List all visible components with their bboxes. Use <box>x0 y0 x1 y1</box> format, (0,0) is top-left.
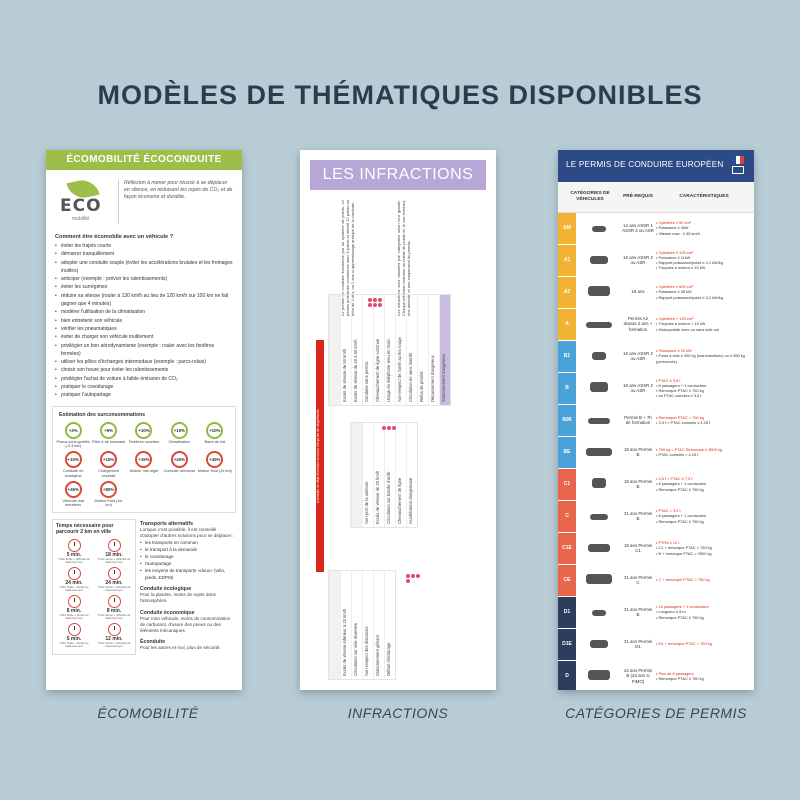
col-caracteristiques: CARACTÉRISTIQUES <box>654 182 754 212</box>
prerequisite: 18 ans Permis B <box>622 436 654 468</box>
overconsumption-badge <box>198 451 232 478</box>
vehicle-icon <box>576 532 622 564</box>
badge-value: +40% <box>171 451 188 468</box>
category-badge: C <box>558 500 576 532</box>
characteristics <box>654 564 754 596</box>
prerequisite: 18 ans ASSR 2 ou ASR <box>622 372 654 404</box>
prerequisite: Permis B + 7h de formation <box>622 404 654 436</box>
characteristic: • Remorque PTAC ≤ 750 kg <box>656 486 704 492</box>
warning-bar: Conduite en état d'ivresse ou sous l'emprise de stupéfiants <box>316 340 324 572</box>
tip-item: • bien entretenir son véhicule <box>55 317 233 325</box>
tip-item: • éviter de charger son véhicule inutilement <box>55 333 233 341</box>
clock-icon <box>108 595 121 608</box>
prerequisite: 16 ans ASSR 2 ou ASR <box>622 340 654 372</box>
time-value: 18 min. <box>105 551 123 558</box>
time-item <box>56 623 92 648</box>
prerequisite: 21 ans Permis B <box>622 500 654 532</box>
characteristic: • Remorque PTAC > 750 kg <box>656 414 704 420</box>
permis-row <box>558 308 754 340</box>
points-marker <box>382 426 396 430</box>
col-prerequis: PRÉ-REQUIS <box>622 182 654 212</box>
characteristic: • 8 passagers + 1 conducteur <box>656 382 707 388</box>
characteristics <box>654 468 754 500</box>
characteristic: • 8 passagers + 1 conducteur <box>656 513 707 519</box>
infraction-row: Chevauchement de ligne continue <box>373 295 384 405</box>
time-note: Trafic dense + difficulté de stationnement <box>97 556 131 564</box>
col-categories: CATÉGORIES DE VÉHICULES <box>558 182 622 212</box>
characteristic: • Remorque PTAC ≤ 750 kg <box>656 614 704 620</box>
tip-item: • privilégier un bon aérodynamisme (exemple : rouler avec les fenêtres fermées) <box>55 342 233 359</box>
characteristic: • Vitesse max : ≤ 45 km/h <box>656 230 700 236</box>
overconsumption-badge <box>56 451 90 478</box>
infraction-row: Non-respect des distances <box>362 571 373 679</box>
characteristic: • 16 passagers + 1 conducteur <box>656 604 709 610</box>
prerequisite: 18 ans Permis B <box>622 468 654 500</box>
tip-item: • utiliser les pôles d'échanges intermodaux (exemple : parcs-relais) <box>55 358 233 366</box>
intro-text: Réflexion à mener pour réussir à se déplacer en silence, en réduisant les rejets de CO₂ et de façon économe et durable. <box>118 180 234 224</box>
category-badge: C1 <box>558 468 576 500</box>
eco-logo <box>54 180 112 224</box>
category-badge: B <box>558 372 576 404</box>
badge-value: +10% <box>65 451 82 468</box>
header-title: LE PERMIS DE CONDUIRE EUROPÉEN <box>566 160 724 169</box>
category-badge: A1 <box>558 244 576 276</box>
points-marker <box>406 574 420 583</box>
infraction-row: Usage du téléphone tenu en main <box>384 295 395 405</box>
characteristics <box>654 308 754 340</box>
tip-item: • choisir son heure pour éviter les ralentissements <box>55 366 233 374</box>
vehicle-icon <box>576 564 622 596</box>
eco-driving-text: Pour la planète, moins de rejets dans l'atmosphère. <box>140 592 216 604</box>
infraction-row: Non-port de la ceinture <box>362 423 373 527</box>
table-header-col <box>329 571 340 679</box>
infraction-row: Excès de vitesse de 50 km/h <box>340 295 351 405</box>
table-header-col <box>329 295 340 405</box>
card-header: ÉCOMOBILITÉ ÉCOCONDUITE <box>46 150 242 170</box>
category-badge: D1E <box>558 628 576 660</box>
characteristics <box>654 436 754 468</box>
time-note: Trafic fluide + facilité de stationnement <box>59 613 89 621</box>
page-title: MODÈLES DE THÉMATIQUES DISPONIBLES <box>97 80 703 110</box>
time-title: Temps nécessaire pour parcourir 2 km en ville <box>56 522 114 536</box>
badge-value: +15% <box>135 451 152 468</box>
tip-item: • éviter les trajets courts <box>55 242 233 250</box>
prerequisite: 16 ans ASSR 2 ou ASR <box>622 244 654 276</box>
infraction-row: Non-respect de l'arrêt au feu rouge <box>395 295 406 405</box>
characteristic: • Puissance ≤ 15 kW <box>656 348 692 354</box>
vehicle-icon <box>576 308 622 340</box>
clock-icon <box>68 595 81 608</box>
characteristic: • Remorque PTAC ≤ 750 kg <box>656 388 704 393</box>
characteristic: • Poids à vide ≤ 400 kg (marchandises) ou ≤ 550 kg (personnes) <box>656 353 745 364</box>
overconsumption-badge <box>91 422 125 449</box>
caption-infractions: INFRACTIONS <box>347 705 449 721</box>
infraction-row: Stationnement dangereux <box>439 295 450 405</box>
badge-label: Chargement excessif <box>98 469 120 478</box>
permis-row <box>558 628 754 660</box>
alt-item: • le transport à la demande <box>140 546 236 553</box>
time-value: 12 min. <box>105 636 123 643</box>
characteristic: • Remorque PTAC ≤ 750 kg <box>656 676 704 681</box>
characteristic: • Rapport puissance/poids ≤ 0,2 kW/kg <box>656 294 723 300</box>
characteristics <box>654 500 754 532</box>
characteristic: • Cylindrée ≥ 600 cm³ <box>656 284 694 290</box>
tip-item: • éviter les surrégimes <box>55 283 233 291</box>
characteristics <box>654 532 754 564</box>
category-badge: C1E <box>558 532 576 564</box>
badge-label: Conduite nerveuse <box>163 469 196 474</box>
time-value: 5 min. <box>66 636 82 643</box>
permis-row <box>558 372 754 404</box>
badge-label: Véhicule mal entretenu <box>62 499 85 508</box>
infraction-row: Circulation sur voie réservée <box>351 571 362 679</box>
vehicle-icon <box>576 244 622 276</box>
tip-item: • pratiquer le covoiturage <box>55 383 233 391</box>
card-ecomobilite[interactable] <box>46 150 242 690</box>
characteristic: • Puissance ≤ 11kW <box>656 254 691 260</box>
table-header-col <box>351 423 362 527</box>
characteristic: • Puissance ≤ 35 kW <box>656 289 692 295</box>
card-header: LES INFRACTIONS <box>310 160 486 190</box>
prerequisite: 21 ans Permis C <box>622 564 654 596</box>
eu-flag-icon <box>732 166 744 174</box>
permis-row <box>558 532 754 564</box>
logo-sub: mobilité <box>72 216 90 222</box>
characteristic: • Puissance ≤ 4kW <box>656 225 689 231</box>
infraction-row: Excès de vitesse de 40 à 50 km/h <box>351 295 362 405</box>
permis-row <box>558 468 754 500</box>
econduite-text: Pour les autres et moi, plus de sécurité. <box>140 645 221 651</box>
tips-list <box>46 242 242 400</box>
econduite-title: Éconduite <box>140 639 166 646</box>
characteristics <box>654 404 754 436</box>
intro-text-a: Le permis de conduire fonctionne par un système de points. Le permis probatoire commence avec 6 points et atteint 12 points au bout de 3 ans, ou 2 ans si apprentissage anticipé de la conduite. <box>340 200 355 316</box>
alt-item: • le covoiturage <box>140 553 236 560</box>
time-note: Trafic dense + difficulté de stationnement <box>97 641 131 649</box>
alt-title: Transports alternatifs <box>140 520 194 527</box>
category-badge: BE <box>558 436 576 468</box>
vehicle-icon <box>576 340 622 372</box>
time-value: 24 min. <box>105 579 123 586</box>
permis-table <box>558 182 754 690</box>
category-badge: D <box>558 660 576 690</box>
permis-row <box>558 244 754 276</box>
alt-item: • l'autopartage <box>140 560 236 567</box>
badge-label: Moteur froid (2e km) <box>197 469 232 474</box>
overconsumption-badge <box>162 451 196 478</box>
econ-driving-text: Pour mon véhicule, moins de consommation de carburant, d'usure des pneus ou des éléments mécaniques. <box>140 615 231 633</box>
vehicle-icon <box>576 628 622 660</box>
time-box <box>52 519 136 656</box>
time-item <box>56 539 92 564</box>
characteristic: • Longueur ≤ 8 m <box>656 609 686 615</box>
clock-icon <box>68 623 81 636</box>
infraction-row: Refus de priorité <box>417 295 428 405</box>
tip-item: • adopter une conduite souple (éviter les accélérations brutales et les freinages inutiles) <box>55 259 233 276</box>
intro-text-b: Les infractions sont classées par catégories selon leur gravité. Chaque infraction entraîne un retrait de points et, le cas échéant, une amende et une suspension du permis. <box>396 200 411 316</box>
vehicle-icon <box>576 660 622 690</box>
permis-row <box>558 660 754 690</box>
characteristic: • Cylindrée ≤ 50 cm³ <box>656 220 692 226</box>
characteristic: • Plus de 8 passagers <box>656 670 694 676</box>
badge-value: +80% <box>100 481 117 498</box>
characteristics <box>654 276 754 308</box>
characteristic: • Remorque PTAC ≤ 750 kg <box>656 518 704 524</box>
vehicle-icon <box>576 212 622 244</box>
overconsumption-badge <box>162 422 196 449</box>
badge-label: Pneus sous-gonflés (-0,3 bar) <box>56 439 90 448</box>
characteristics <box>654 340 754 372</box>
vehicle-icon <box>576 500 622 532</box>
time-item <box>96 539 132 564</box>
time-note: Trafic fluide + facilité de stationnement <box>59 584 89 592</box>
tip-item: • modérer l'utilisation de la climatisation <box>55 308 233 316</box>
permis-row <box>558 276 754 308</box>
characteristic: • C + remorque PTAC > 750 kg <box>656 577 710 583</box>
eco-driving-title: Conduite écologique <box>140 586 192 593</box>
clock-icon <box>108 623 121 636</box>
time-item <box>56 595 92 620</box>
time-note: Trafic fluide + difficulté de stationnement <box>58 556 90 564</box>
alternatives-box <box>140 519 236 656</box>
characteristic: • 3,5 t < PTAC cumulés ≤ 4,25 t <box>656 420 711 425</box>
characteristic: • 750 kg < PTAC Remorque ≤ 3500 kg <box>656 446 723 452</box>
category-badge: B1 <box>558 340 576 372</box>
category-badge: AM <box>558 212 576 244</box>
badge-value: +15% <box>100 451 117 468</box>
tip-item: • pratiquer l'autopartage <box>55 391 233 399</box>
badge-value: +10% <box>171 422 188 439</box>
infraction-row: Circulation en sens interdit <box>406 295 417 405</box>
clock-icon <box>68 539 81 552</box>
alt-list <box>140 539 236 581</box>
infraction-row: Dépassement dangereux <box>428 295 439 405</box>
section-title: Comment être écomobile avec un véhicule ? <box>55 234 174 240</box>
overconsumption-badge <box>56 481 90 508</box>
badge-label: Moteur froid (1er km) <box>94 499 123 508</box>
characteristic: • Rapport puissance/poids ≤ 0,1 kW/kg <box>656 260 723 265</box>
tip-item: • privilégier l'achat de voiture à faible émission de CO₂ <box>55 375 233 383</box>
time-note: Trafic dense + difficulté de stationnement <box>97 584 131 592</box>
badge-value: +5% <box>100 422 117 439</box>
prerequisite: 18 ans <box>622 276 654 308</box>
vehicle-icon <box>576 276 622 308</box>
alt-text: Lorsque c'est possible, il est conseillé d'adopter d'autres solutions pour se déplacer : <box>140 526 234 538</box>
badge-label: Conduite en surrégime <box>62 469 84 478</box>
characteristic: • PTAC ≤ 3,5 t <box>656 377 681 383</box>
infractions-table-mid <box>350 422 418 528</box>
infraction-row: Conduite sans permis <box>362 295 373 405</box>
overconsumption-badge <box>91 451 125 478</box>
vehicle-icon <box>576 596 622 628</box>
infraction-row: Circulation sur bande d'arrêt <box>384 423 395 527</box>
card-infractions[interactable] <box>300 150 496 690</box>
characteristic: • 8 passagers + 1 conducteur <box>656 481 707 487</box>
characteristics <box>654 596 754 628</box>
time-value: 5 min. <box>66 551 82 558</box>
overconsumption-badge <box>127 451 161 478</box>
infraction-row: Excès de vitesse inférieur à 20 km/h <box>340 571 351 679</box>
permis-row <box>558 596 754 628</box>
badge-value: +45% <box>206 451 223 468</box>
characteristics <box>654 212 754 244</box>
infraction-row: Accélération dangereuse <box>406 423 417 527</box>
time-item <box>96 567 132 592</box>
badge-grid <box>56 422 232 508</box>
overconsumption-box <box>52 406 236 513</box>
category-badge: B96 <box>558 404 576 436</box>
badge-label: Barre de toit <box>204 439 226 444</box>
time-item <box>96 623 132 648</box>
characteristic: • C1 + remorque PTAC > 750 kg <box>656 545 712 551</box>
prerequisite: 14 ans ASSR 1 ASSR 2 ou ASR <box>622 212 654 244</box>
permis-row <box>558 404 754 436</box>
badge-label: Filtre à air encrassé <box>91 439 126 444</box>
characteristic: • PTAC cumulés > 4,25 t <box>656 452 699 457</box>
infractions-table-bottom <box>328 570 396 680</box>
characteristic: • Tricycles à moteur ≤ 15 kW <box>656 265 706 271</box>
time-note: Trafic dense + difficulté de stationnement <box>97 613 131 621</box>
clock-icon <box>108 539 121 552</box>
badge-label: Climatisation <box>168 439 191 444</box>
card-permis[interactable] <box>558 150 754 690</box>
category-badge: A <box>558 308 576 340</box>
tip-item: • vérifier les pneumatiques <box>55 325 233 333</box>
time-value: 8 min. <box>106 608 122 615</box>
time-item <box>96 595 132 620</box>
vehicle-icon <box>576 436 622 468</box>
card-header <box>558 150 754 182</box>
overconsumption-badge <box>91 481 125 508</box>
prerequisite: Permis A2 depuis 2 ans + formation <box>622 308 654 340</box>
badge-value: +3% <box>65 422 82 439</box>
time-note: Trafic fluide + facilité de stationnement <box>59 641 89 649</box>
overconsumption-badge <box>127 422 161 449</box>
tip-item: • anticiper (exemple : prévoir les ralentissements) <box>55 275 233 283</box>
permis-row <box>558 500 754 532</box>
infraction-row: Excès de vitesse de 20 km/h <box>373 423 384 527</box>
characteristic: • Cylindrée > 125 cm³ <box>656 316 694 322</box>
vehicle-icon <box>576 404 622 436</box>
permis-row <box>558 564 754 596</box>
caption-permis: CATÉGORIES DE PERMIS <box>565 705 747 721</box>
badge-value: +10% <box>206 422 223 439</box>
characteristic: • D1 + remorque PTAC > 750 kg <box>656 641 712 647</box>
category-badge: A2 <box>558 276 576 308</box>
badge-label: Fenêtres ouvertes <box>128 439 160 444</box>
infraction-row: Stationnement gênant <box>373 571 384 679</box>
infractions-table-top <box>328 294 451 406</box>
characteristic: • Cylindrée ≤ 125 cm³ <box>656 249 694 255</box>
category-badge: D1 <box>558 596 576 628</box>
characteristic: • PTAC > 3,5 t <box>656 508 681 514</box>
points-marker <box>368 298 382 307</box>
characteristic: • Motocyclette avec ou sans side car <box>656 326 720 332</box>
characteristic: • PTRA ≤ 12 t <box>656 540 680 546</box>
characteristics <box>654 244 754 276</box>
prerequisite: 18 ans Permis C1 <box>622 532 654 564</box>
overconsumption-badge <box>198 422 232 449</box>
category-badge: CE <box>558 564 576 596</box>
clock-icon <box>108 567 121 580</box>
characteristics <box>654 372 754 404</box>
logo-word: ECO <box>60 196 102 216</box>
time-item <box>56 567 92 592</box>
permis-row <box>558 212 754 244</box>
badge-label: Moteur mal réglé <box>129 469 159 474</box>
permis-row <box>558 340 754 372</box>
characteristic: • Tricycles à moteur > 15 kW <box>656 321 706 327</box>
characteristic: • B + remorque PTAC > 3500 kg <box>656 550 712 556</box>
characteristic: • 3,5 t < PTAC ≤ 7,5 t <box>656 476 693 482</box>
alt-item: • les moyens de transports «doux» (vélo, pieds, EDPM) <box>140 567 236 581</box>
clock-icon <box>68 567 81 580</box>
permis-row <box>558 436 754 468</box>
vehicle-icon <box>576 372 622 404</box>
time-value: 8 min. <box>66 608 82 615</box>
overconsumption-badge <box>56 422 90 449</box>
characteristic: • ou PTAC cumulés ≤ 3,5 t <box>656 393 702 399</box>
prerequisite: 21 ans Permis B <box>622 596 654 628</box>
tip-item: • démarrer tranquillement <box>55 250 233 258</box>
vehicle-icon <box>576 468 622 500</box>
overconsumption-title: Estimation des surconsommations <box>59 411 146 418</box>
badge-value: +45% <box>65 481 82 498</box>
time-value: 24 min. <box>65 579 83 586</box>
characteristics <box>654 628 754 660</box>
badge-value: +10% <box>135 422 152 439</box>
french-flag-icon <box>732 156 744 164</box>
prerequisite: 21 ans Permis D1 <box>622 628 654 660</box>
prerequisite: 24 ans Permis B (23 ans si FIMO) <box>622 660 654 690</box>
alt-item: • les transports en commun <box>140 539 236 546</box>
infraction-row: Chevauchement de ligne <box>395 423 406 527</box>
econ-driving-title: Conduite économique <box>140 609 195 616</box>
characteristics <box>654 660 754 690</box>
infraction-row: Défaut d'éclairage <box>384 571 395 679</box>
caption-ecomobilite: ÉCOMOBILITÉ <box>97 705 199 721</box>
tip-item: • réduire sa vitesse (rouler à 130 km/h au lieu de 120 km/h sur 100 km ne fait gagner que 4 minutes) <box>55 292 233 309</box>
